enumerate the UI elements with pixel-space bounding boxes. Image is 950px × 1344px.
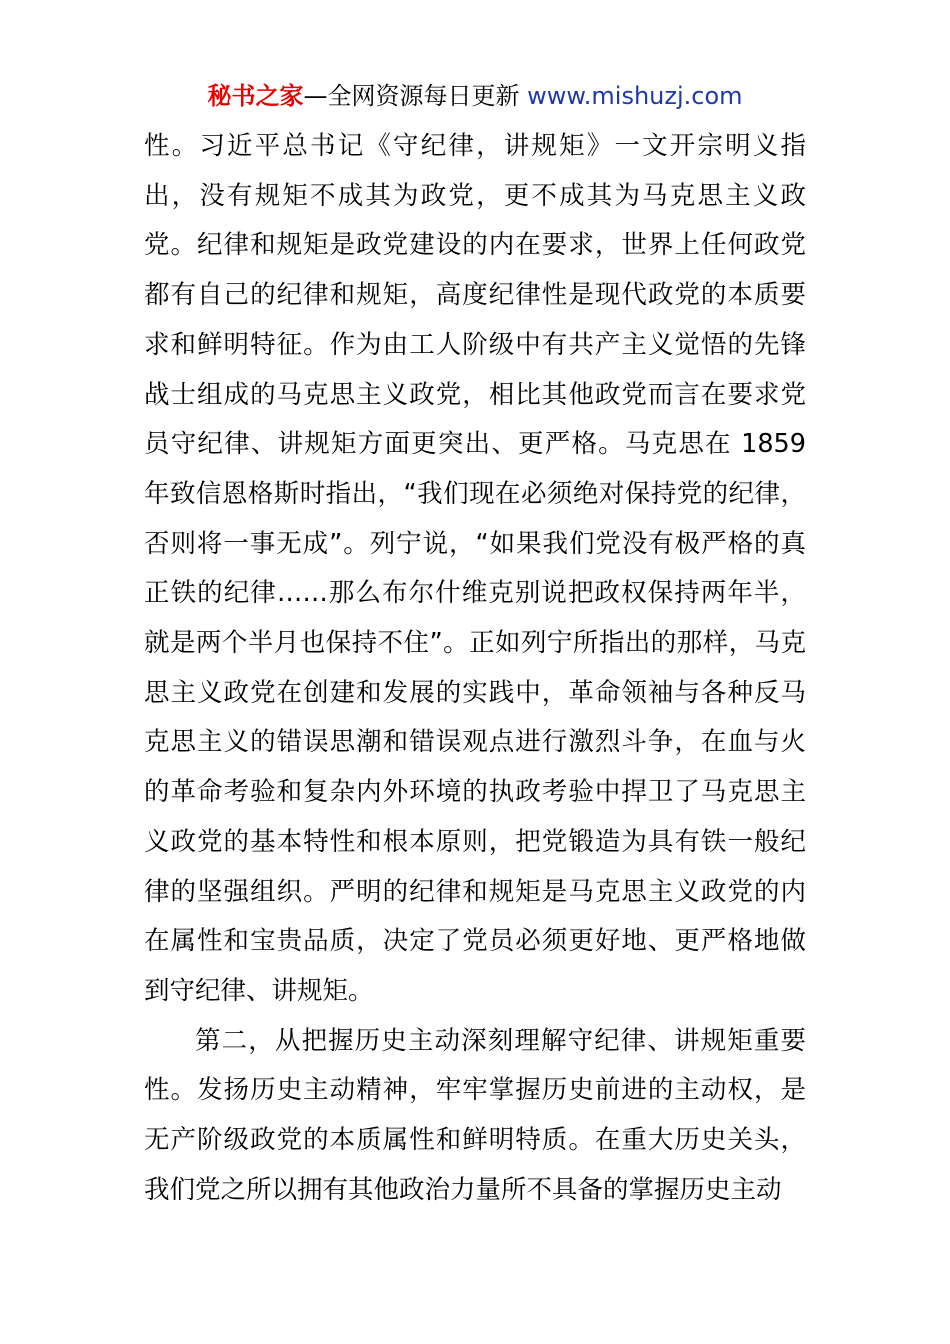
brand-name: 秘书之家 bbox=[207, 82, 304, 110]
paragraph-2: 第二，从把握历史主动深刻理解守纪律、讲规矩重要性。发扬历史主动精神，牢牢掌握历史前进的主动权，是无产阶级政党的本质属性和鲜明特质。在重大历史关头，我们党之所以拥有其他政治力量所不具备的掌握历史主动 bbox=[144, 1025, 806, 1205]
header-tagline: —全网资源每日更新 bbox=[303, 82, 528, 110]
site-url[interactable]: www.mishuzj.com bbox=[527, 82, 743, 110]
site-header bbox=[0, 78, 950, 114]
paragraph-1: 性。习近平总书记《守纪律，讲规矩》一文开宗明义指出，没有规矩不成其为政党，更不成其为马克思主义政党。纪律和规矩是政党建设的内在要求，世界上任何政党都有自己的纪律和规矩，高度纪律性是现代政党的本质要求和鲜明特征。作为由工人阶级中有共产主义觉悟的先锋战士组成的马克思主义政党，相比其他政党而言在要求党员守纪律、讲规矩方面更突出、更严格。马克思在 1859 年致信恩格斯时指出，“我们现在必须绝对保持党的纪律，否则将一事无成”。列宁说，“如果我们党没有极严格的真正铁的纪律……那么布尔什维克别说把政权保持两年半，就是两个半月也保持不住”。正如列宁所指出的那样，马克思主义政党在创建和发展的实践中，革命领袖与各种反马克思主义的错误思潮和错误观点进行激烈斗争，在血与火的革命考验和复杂内外环境的执政考验中捍卫了马克思主义政党的基本特性和根本原则，把党锻造为具有铁一般纪律的坚强组织。严明的纪律和规矩是马克思主义政党的内在属性和宝贵品质，决定了党员必须更好地、更严格地做到守纪律、讲规矩。 bbox=[144, 131, 806, 1006]
document-body bbox=[144, 122, 806, 1215]
